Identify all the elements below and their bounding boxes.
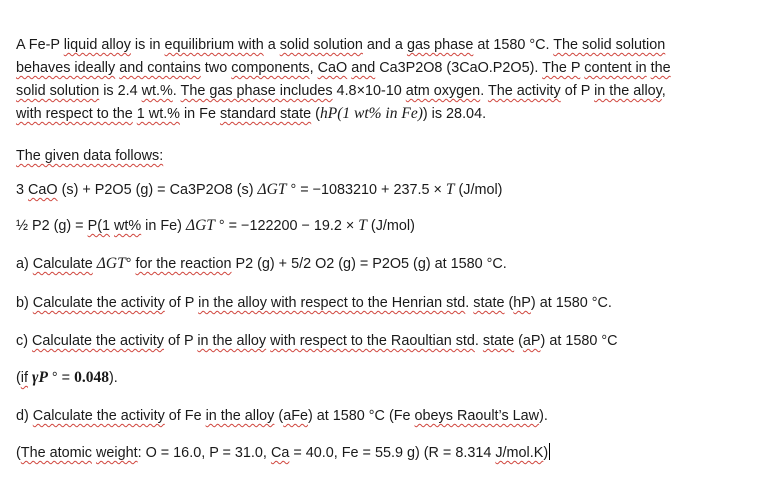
math-expression: hP(1 wt% in Fe) (319, 105, 423, 122)
given-equation-2 (16, 216, 415, 236)
question-c (16, 331, 617, 351)
spell-flagged-text[interactable]: aP (522, 333, 541, 349)
spell-flagged-text[interactable]: Ca (270, 445, 290, 461)
text-run: two (200, 60, 232, 76)
text-run: ). (539, 408, 548, 424)
spell-flagged-text[interactable]: The P (542, 60, 581, 76)
text-run: ). (108, 370, 118, 386)
spell-flagged-text[interactable]: with respect to the Raoultian std (270, 333, 475, 349)
text-run: of P (163, 333, 198, 349)
spell-flagged-text[interactable]: if (20, 370, 28, 386)
text-run: . (480, 83, 488, 99)
text-run: of P (164, 295, 199, 311)
spell-flagged-text[interactable]: in the alloy (594, 83, 662, 99)
intro-line-1 (16, 35, 665, 55)
spell-flagged-text[interactable]: Calculate the activity (32, 408, 165, 424)
spell-flagged-text[interactable]: state (473, 295, 505, 311)
spell-flagged-text[interactable]: gas phase (406, 37, 474, 53)
spell-flagged-text[interactable]: CaO (28, 182, 58, 198)
spell-flagged-text[interactable]: wt% (114, 218, 142, 234)
text-run: . (465, 295, 474, 311)
intro-line-4 (16, 104, 486, 124)
text-run: of Fe (164, 408, 206, 424)
text-run: ½ P2 (g) = (16, 218, 88, 234)
text-run: : O = 16.0, P = 31.0, (137, 445, 271, 461)
text-run: ) at 1580 °C (Fe (308, 408, 415, 424)
spell-flagged-text[interactable]: P(1 (87, 218, 110, 234)
atomic-weights-line (16, 443, 550, 463)
spell-flagged-text[interactable]: The activity (487, 83, 561, 99)
spell-flagged-text[interactable]: The solid solution (553, 37, 666, 53)
spell-flagged-text[interactable]: with respect to the (16, 106, 133, 122)
text-run: ( (514, 333, 523, 349)
text-run: P2 (g) + 5/2 O2 (g) = P2O5 (g) at 1580 °C. (231, 256, 507, 272)
math-expression: γP (32, 369, 48, 386)
text-run: is in (130, 37, 165, 53)
spell-flagged-text[interactable]: liquid alloy (63, 37, 131, 53)
intro-line-2 (16, 58, 671, 78)
text-run: , (661, 83, 666, 99)
text-run: at 1580 °C. (473, 37, 554, 53)
math-expression: 0.048 (74, 369, 109, 386)
text-run: ( (16, 370, 21, 386)
spell-flagged-text[interactable]: in the alloy with respect to the Henrian std (198, 295, 466, 311)
spell-flagged-text[interactable]: The given data follows: (16, 148, 164, 164)
spell-flagged-text[interactable]: atm oxygen (405, 83, 481, 99)
spell-flagged-text[interactable]: and contains (119, 60, 201, 76)
spell-flagged-text[interactable]: equilibrium with (164, 37, 264, 53)
text-run: . (474, 333, 483, 349)
intro-line-3 (16, 81, 666, 101)
text-run: in Fe) (141, 218, 186, 234)
spell-flagged-text[interactable]: and (351, 60, 376, 76)
given-heading (16, 146, 163, 166)
text-run: and a (362, 37, 407, 53)
text-run: (J/mol) (366, 218, 415, 234)
spell-flagged-text[interactable]: J/mol.K (495, 445, 544, 461)
text-run: Ca3P2O8 (3CaO.P2O5). (375, 60, 543, 76)
text-run: ) at 1580 °C. (530, 295, 612, 311)
text-run: ) is 28.04. (422, 106, 487, 122)
text-run: b) (16, 295, 33, 311)
spell-flagged-text[interactable]: content in (584, 60, 647, 76)
math-expression: ΔGT (185, 217, 215, 234)
math-expression: T (358, 217, 367, 234)
text-run: = 40.0, Fe = 55.9 g) (R = 8.314 (289, 445, 496, 461)
question-d (16, 406, 548, 426)
spell-flagged-text[interactable]: The atomic (20, 445, 92, 461)
spell-flagged-text[interactable]: in the alloy (197, 333, 267, 349)
question-a (16, 254, 507, 274)
math-expression: ΔGT (96, 255, 126, 272)
text-run: ) (543, 445, 549, 461)
text-run: ) at 1580 °C (540, 333, 618, 349)
spell-flagged-text[interactable]: solid solution (279, 37, 363, 53)
text-run: in Fe (179, 106, 220, 122)
text-run: d) (16, 408, 33, 424)
spell-flagged-text[interactable]: aFe (283, 408, 308, 424)
text-cursor (549, 443, 550, 460)
spell-flagged-text[interactable]: hP (513, 295, 531, 311)
text-run: ° (125, 256, 136, 272)
text-run: c) (16, 333, 32, 349)
text-run: 3 (16, 182, 29, 198)
spell-flagged-text[interactable]: CaO (317, 60, 348, 76)
text-run: (s) + P2O5 (g) = Ca3P2O8 (s) (57, 182, 258, 198)
text-run: ° = (47, 370, 75, 386)
spell-flagged-text[interactable]: in the alloy (205, 408, 275, 424)
spell-flagged-text[interactable]: for the reaction (135, 256, 232, 272)
spell-flagged-text[interactable]: Calculate the activity (32, 295, 165, 311)
text-run: A Fe-P (16, 37, 64, 53)
text-run: ° = −1083210 + 237.5 × (286, 182, 446, 198)
spell-flagged-text[interactable]: weight (95, 445, 138, 461)
text-run: ( (311, 106, 320, 122)
math-expression: T (445, 181, 455, 198)
math-expression: ΔGT (257, 181, 287, 198)
spell-flagged-text[interactable]: components (231, 60, 310, 76)
spell-flagged-text[interactable]: wt.% (141, 83, 173, 99)
spell-flagged-text[interactable]: Calculate (32, 256, 93, 272)
text-run: ( (274, 408, 284, 424)
text-run: of P (560, 83, 595, 99)
text-run: (J/mol) (454, 182, 503, 198)
question-c-condition (16, 368, 118, 388)
spell-flagged-text[interactable]: The gas phase includes (180, 83, 333, 99)
given-equation-1 (16, 180, 502, 200)
spell-flagged-text[interactable]: the (650, 60, 671, 76)
spell-flagged-text[interactable]: standard state (219, 106, 312, 122)
spell-flagged-text[interactable]: Calculate the activity (32, 333, 164, 349)
text-run: , (309, 60, 318, 76)
text-run: . (172, 83, 181, 99)
text-run: ° = −122200 − 19.2 × (214, 218, 359, 234)
question-b (16, 293, 612, 313)
spell-flagged-text[interactable]: 1 wt.% (136, 106, 180, 122)
text-run: a) (16, 256, 33, 272)
text-run: 4.8×10-10 (332, 83, 406, 99)
spell-flagged-text[interactable]: solid solution (16, 83, 100, 99)
spell-flagged-text[interactable]: behaves ideally (16, 60, 116, 76)
spell-flagged-text[interactable]: obeys Raoult’s Law (414, 408, 540, 424)
text-run: a (263, 37, 280, 53)
text-run: is 2.4 (99, 83, 142, 99)
text-run: ( (504, 295, 514, 311)
spell-flagged-text[interactable]: state (482, 333, 515, 349)
text-run: ( (16, 445, 21, 461)
